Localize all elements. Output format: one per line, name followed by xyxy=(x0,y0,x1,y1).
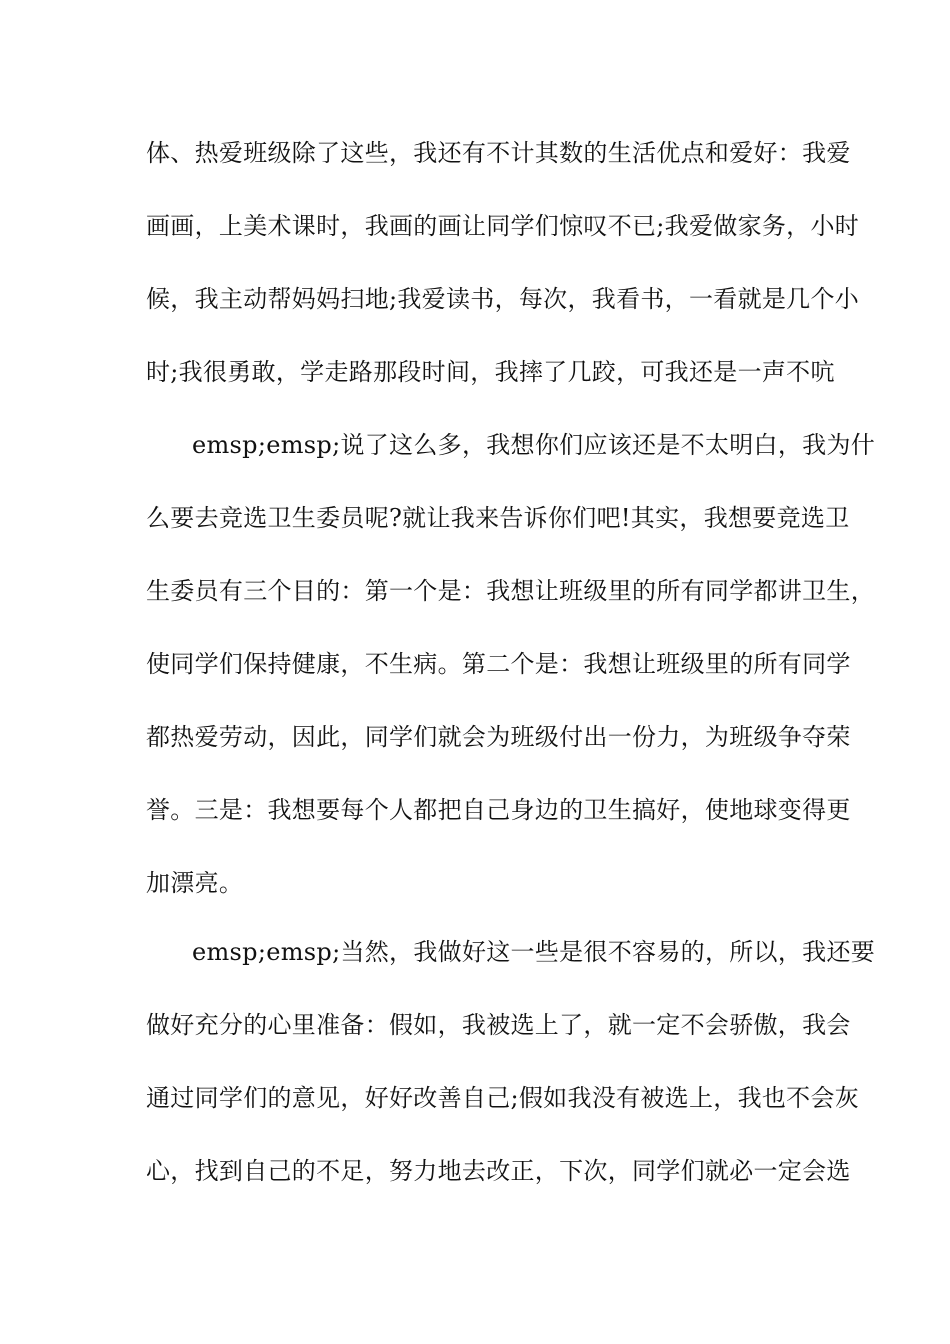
text-line: 加漂亮。 xyxy=(146,869,244,897)
text-line: 候，我主动帮妈妈扫地;我爱读书，每次，我看书，一看就是几个小 xyxy=(146,285,860,313)
text-line: 都热爱劳动，因此，同学们就会为班级付出一份力，为班级争夺荣 xyxy=(146,723,851,751)
text-line: 使同学们保持健康，不生病。第二个是：我想让班级里的所有同学 xyxy=(146,650,851,678)
text-line: 通过同学们的意见，好好改善自己;假如我没有被选上，我也不会灰 xyxy=(146,1084,860,1112)
text-line: 画画，上美术课时，我画的画让同学们惊叹不已;我爱做家务，小时 xyxy=(146,212,860,240)
text-line: 体、热爱班级除了这些，我还有不计其数的生活优点和爱好：我爱 xyxy=(146,139,851,167)
text-line: emsp;emsp;当然，我做好这一些是很不容易的，所以，我还要 xyxy=(192,938,876,966)
text-line: 时;我很勇敢，学走路那段时间，我摔了几跤，可我还是一声不吭 xyxy=(146,358,835,386)
text-line: emsp;emsp;说了这么多，我想你们应该还是不太明白，我为什 xyxy=(192,431,876,459)
text-line: 么要去竞选卫生委员呢?就让我来告诉你们吧!其实，我想要竞选卫 xyxy=(146,504,850,532)
text-line: 心，找到自己的不足，努力地去改正，下次，同学们就必一定会选 xyxy=(146,1157,851,1185)
text-line: 生委员有三个目的：第一个是：我想让班级里的所有同学都讲卫生， xyxy=(146,577,875,605)
text-line: 做好充分的心里准备：假如，我被选上了，就一定不会骄傲，我会 xyxy=(146,1011,851,1039)
text-line: 誉。三是：我想要每个人都把自己身边的卫生搞好，使地球变得更 xyxy=(146,796,851,824)
